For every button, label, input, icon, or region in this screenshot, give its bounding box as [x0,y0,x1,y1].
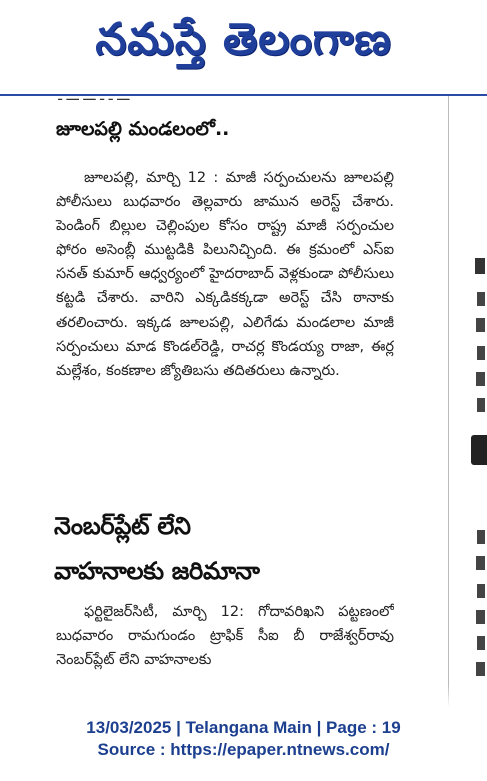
adjacent-column-fragment [477,584,485,598]
adjacent-column-fragment [477,292,485,306]
adjacent-column-fragment [476,662,485,676]
adjacent-column-fragment [476,556,485,570]
article2-headline-line2: వాహనాలకు జరిమానా [54,557,260,585]
adjacent-column-fragment [477,346,485,360]
article2-headline-line1: నెంబర్‌ప్లేట్ లేని [54,512,191,540]
article2-paragraph: ఫర్టిలైజర్‌సిటీ, మార్చి 12: గోదావరిఖని పట్టణంలో బుధవారం రామగుండం ట్రాఫిక్ సీఐ బీ రాజేశ్వర్‌రావు నెంబర్‌ప్లేట్ లేని వాహనాలకు [56,604,394,669]
footer [0,708,487,781]
masthead [0,0,487,90]
adjacent-column-fragment [476,610,485,624]
footer-source-line: Source : https://epaper.ntnews.com/ [97,740,390,759]
adjacent-column-fragment [475,258,485,274]
adjacent-column-fragment [477,530,485,544]
clipped-text-fragment: ـــ ـ ـ ـــ ـــ ـ [58,96,130,104]
article1-paragraph: జూలపల్లి, మార్చి 12 : మాజీ సర్పంచులను జూలపల్లి పోలీసులు బుధవారం తెల్లవారు జామున అరెస్ట్ చేశారు. పెండింగ్ బిల్లుల చెల్లింపుల కోసం రాష్ట్ర మాజీ సర్పంచుల ఫోరం అసెంబ్లీ ముట్టడికి పిలునిచ్చింది. ఈ క్రమంలో ఎస్ఐ సనత్ కుమార్ ఆధ్వర్యంలో హైదరాబాద్ వెళ్లకుండా పోలీసులు కట్టడి చేశారు. వారిని ఎక్కడికక్కడా అరెస్ట్ చేసి ఠానాకు తరలించారు. ఇక్కడ జూలపల్లి, ఎలిగేడు మండలాల మాజీ సర్పంచులు మాడ కొండల్‌రెడ్డి, రాచర్ల కొండయ్య రాజా, ఈర్ల మల్లేశం, కంకణాల జ్యోతిబసు తదితరులు ఉన్నారు. [56,170,394,379]
footer-date-line: 13/03/2025 | Telangana Main | Page : 19 [86,718,401,737]
article1-subhead: జూలపల్లి మండలంలో.. [56,118,230,140]
adjacent-column-fragment [476,372,485,386]
article1-body [56,166,394,383]
adjacent-column-fragment [477,398,485,412]
column-divider [448,96,449,706]
page-fade [0,685,487,707]
adjacent-column-heading-fragment [471,435,487,465]
adjacent-column-fragment [477,636,485,650]
adjacent-column-fragment [476,318,485,332]
article2-body [56,600,394,696]
newspaper-logo: నమస్తే తెలంగాణ [95,14,392,65]
